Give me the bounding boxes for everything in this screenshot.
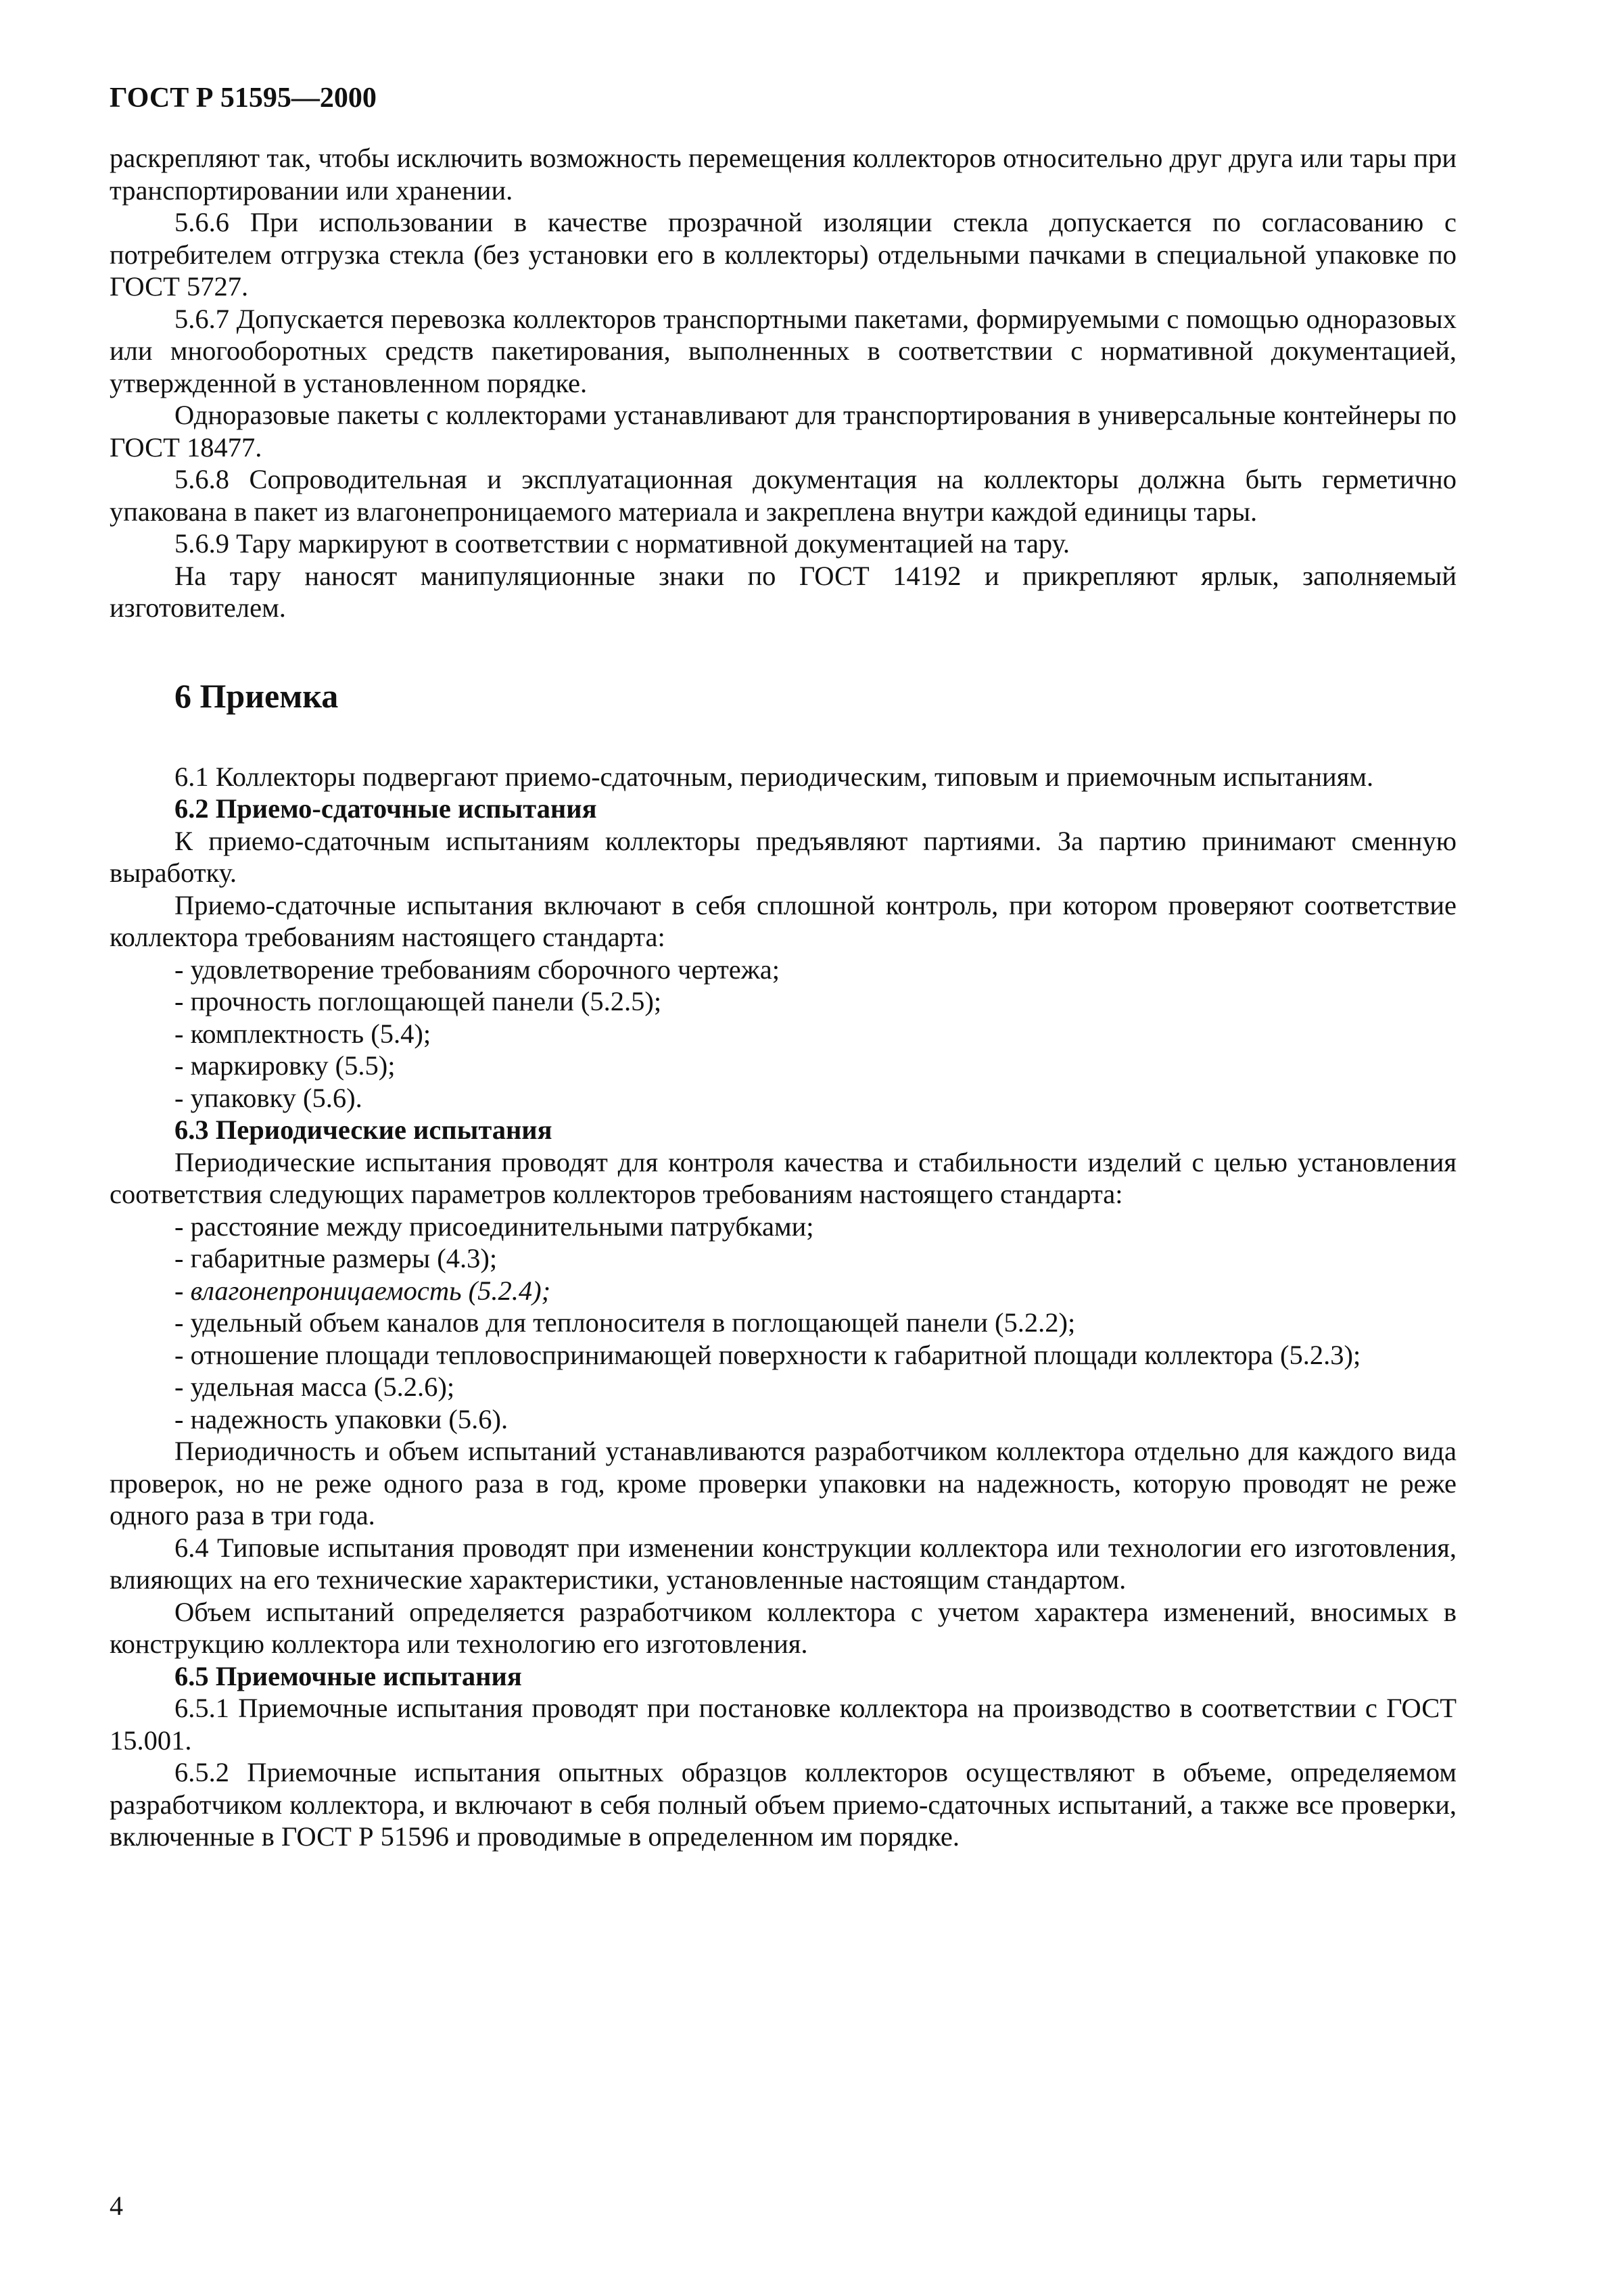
subsection-heading-6-5: 6.5 Приемочные испытания bbox=[174, 1660, 522, 1691]
list-item-wrapped: - отношение площади тепловоспринимающей поверхности к габаритной площади коллектора (5.2.3); bbox=[174, 1339, 1361, 1370]
list-item: - маркировку (5.5); bbox=[174, 1050, 396, 1081]
list-item: - габаритные размеры (4.3); bbox=[174, 1243, 498, 1273]
paragraph-6-5-1: 6.5.1 Приемочные испытания проводят при постановке коллектора на производство в соответствии с ГОСТ 15.001. bbox=[110, 1693, 1457, 1756]
subsection-heading-6-3: 6.3 Периодические испытания bbox=[174, 1115, 552, 1145]
paragraph-6-4-b: Объем испытаний определяется разработчиком коллектора с учетом характера изменений, вносимых в конструкцию коллектора или технологию его изготовления. bbox=[110, 1596, 1457, 1659]
list-6-3 bbox=[110, 1211, 1457, 1339]
paragraph-5-6-8: 5.6.8 Сопроводительная и эксплуатационная документация на коллекторы должна быть герметично упакована в пакет из влагонепроницаемого материала и закреплена внутри каждой единицы тары. bbox=[110, 464, 1457, 527]
paragraph-5-6-9-b: На тару наносят манипуляционные знаки по ГОСТ 14192 и прикрепляют ярлык, заполняемый изготовителем. bbox=[110, 560, 1457, 623]
list-item: - надежность упаковки (5.6). bbox=[174, 1403, 509, 1434]
list-item: - влагонепроницаемость (5.2.4); bbox=[174, 1275, 551, 1306]
paragraph-6-1: 6.1 Коллекторы подвергают приемо-сдаточным, периодическим, типовым и приемочным испытаниям. bbox=[174, 761, 1374, 792]
list-item: - удовлетворение требованиям сборочного чертежа; bbox=[174, 954, 780, 985]
paragraph-5-6-6: 5.6.6 При использовании в качестве прозрачной изоляции стекла допускается по согласованию с потребителем отгрузка стекла (без установки его в коллекторы) отдельными пачками в специальной упаковке по ГОСТ 5727. bbox=[110, 207, 1457, 302]
paragraph-5-6-7: 5.6.7 Допускается перевозка коллекторов транспортными пакетами, формируемыми с помощью одноразовых или многооборотных средств пакетирования, выполненных в соответствии с нормативной документацией, утвержденной в установленном порядке. bbox=[110, 303, 1457, 398]
list-6-3-cont bbox=[110, 1371, 1457, 1435]
list-item: - комплектность (5.4); bbox=[174, 1018, 431, 1049]
subsection-heading-6-2: 6.2 Приемо-сдаточные испытания bbox=[174, 793, 597, 824]
list-item: - упаковку (5.6). bbox=[174, 1082, 362, 1113]
paragraph-6-3-b: Периодичность и объем испытаний устанавливаются разработчиком коллектора отдельно для каждого вида проверок, но не реже одного раза в год, кроме проверки упаковки на надежность, которую проводят не реже одного раза в три года. bbox=[110, 1436, 1457, 1530]
list-item: - расстояние между присоединительными патрубками; bbox=[174, 1211, 814, 1242]
paragraph-5-6-7-b: Одноразовые пакеты с коллекторами устанавливают для транспортирования в универсальные контейнеры по ГОСТ 18477. bbox=[110, 400, 1457, 463]
paragraph-5-6-9: 5.6.9 Тару маркируют в соответствии с нормативной документацией на тару. bbox=[174, 528, 1070, 559]
paragraph-6-3-a: Периодические испытания проводят для контроля качества и стабильности изделий с целью установления соответствия следующих параметров коллекторов требованиям настоящего стандарта: bbox=[110, 1146, 1457, 1209]
list-item-italic-text: влагонепроницаемость (5.2.4); bbox=[190, 1275, 551, 1306]
list-6-2 bbox=[110, 954, 1457, 1115]
paragraph-6-2-a: К приемо-сдаточным испытаниям коллекторы предъявляют партиями. За партию принимают сменную выработку. bbox=[110, 825, 1457, 888]
paragraph-6-5-2: 6.5.2 Приемочные испытания опытных образцов коллекторов осуществляют в объеме, определяемом разработчиком коллектора, и включают в себя полный объем приемо-сдаточных испытаний, а также все проверки, включенные в ГОСТ Р 51596 и проводимые в определенном им порядке. bbox=[110, 1757, 1457, 1852]
paragraph-continuation: раскрепляют так, чтобы исключить возможность перемещения коллекторов относительно друг друга или тары при транспортировании или хранении. bbox=[110, 143, 1457, 206]
list-item: - удельный объем каналов для теплоносителя в поглощающей панели (5.2.2); bbox=[174, 1307, 1076, 1338]
paragraph-6-2-b: Приемо-сдаточные испытания включают в себя сплошной контроль, при котором проверяют соответствие коллектора требованиям настоящего стандарта: bbox=[110, 889, 1457, 952]
document-page bbox=[110, 81, 1457, 1853]
paragraph-6-4: 6.4 Типовые испытания проводят при изменении конструкции коллектора или технологии его изготовления, влияющих на его технические характеристики, установленные настоящим стандартом. bbox=[110, 1532, 1457, 1595]
section-title: 6 Приемка bbox=[174, 676, 339, 715]
page-number: 4 bbox=[110, 2190, 123, 2221]
list-item: - прочность поглощающей панели (5.2.5); bbox=[174, 986, 662, 1016]
list-item: - удельная масса (5.2.6); bbox=[174, 1372, 455, 1402]
document-header: ГОСТ Р 51595—2000 bbox=[110, 83, 377, 114]
